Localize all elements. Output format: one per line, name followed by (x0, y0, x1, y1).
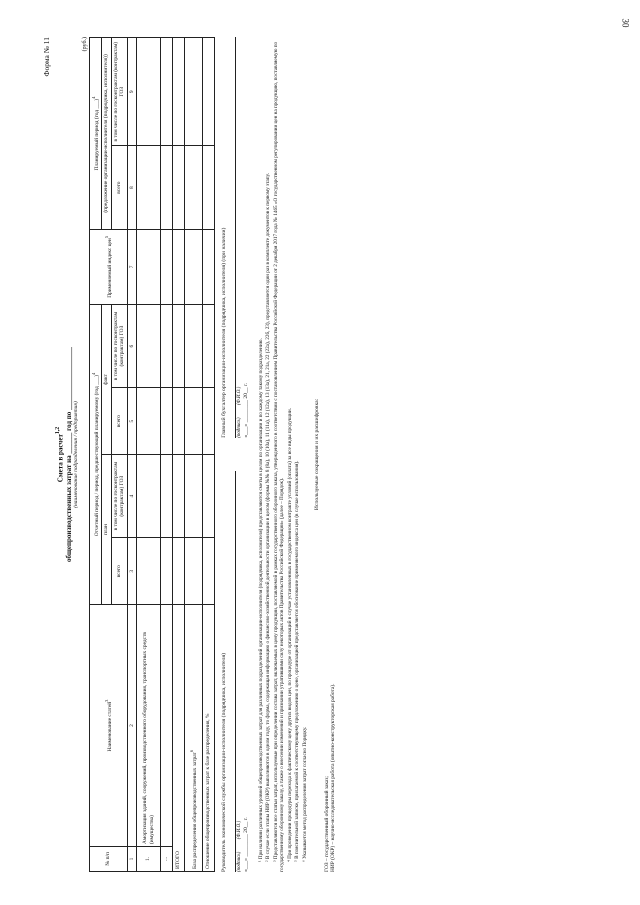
cell (203, 229, 215, 304)
sign-label: (подпись) (236, 851, 242, 872)
row2-num: ... (161, 846, 173, 871)
abbreviation-item: НИР (ОКР) – научно-исследовательская работа (опытно-конструкторская работа). (330, 683, 337, 872)
cell (185, 229, 203, 304)
rotated-document (42, 37, 610, 872)
footnote-6: ⁶ Указывается метод распределения затрат согласно Порядку. (301, 726, 308, 862)
header-fact-total: всего (111, 388, 127, 455)
sign-label: (подпись) (236, 417, 242, 438)
signature-line (228, 37, 236, 438)
sign-date-right: «___» ________ 20__ г. (242, 382, 249, 438)
left-role: Руководитель экономической службы организации-исполнителя (подрядчика, исполнителя) (221, 652, 228, 872)
cell (137, 38, 161, 146)
title-line1: Смета в расчет (56, 434, 65, 483)
cell (173, 538, 185, 605)
title-line3: (наименование подразделения / предприятия) (73, 401, 80, 508)
abbreviations-list (324, 37, 337, 872)
cell (185, 538, 203, 605)
signature-left (221, 471, 249, 872)
base-label-sup: 6 (188, 749, 194, 753)
cell (203, 146, 215, 229)
fio-label: (Ф.И.О.) (236, 386, 242, 405)
cell (203, 455, 215, 538)
colnum-3: 3 (127, 538, 136, 605)
cell (203, 538, 215, 605)
header-planned-incl: в том числе по госконтрактам (контрактам) ГОЗ (111, 38, 127, 146)
cell (203, 304, 215, 387)
header-planned-sub: (предложение организации-исполнителя (подрядчика, исполнителя)) (102, 38, 111, 230)
header-planned-total: всего (111, 146, 127, 229)
header-plan-incl: в том числе по госконтрактам (контрактам) ГОЗ (111, 455, 127, 538)
document-title: Смета в расчет$^{1,2}$ общепроизводственных затрат на ______ год по __________________ (наименование подразделения / предприятия) (55, 37, 80, 872)
title-line1-sup: 1,2 (55, 426, 61, 435)
sign-date-left: «___» ________ 20__ г. (242, 817, 249, 872)
cell (173, 388, 185, 455)
header-fact: факт (102, 304, 111, 454)
colnum-5: 5 (127, 388, 136, 455)
cell (185, 146, 203, 229)
cell (161, 455, 173, 538)
signatures (221, 37, 249, 872)
cell (161, 538, 173, 605)
cell (137, 455, 161, 538)
footnotes (258, 37, 309, 872)
table-row (161, 38, 173, 872)
total-label: ИТОГО (173, 605, 185, 872)
header-num: № п/п (89, 846, 127, 871)
signature-right (221, 37, 249, 438)
total-row (173, 38, 185, 872)
header-planned-text: Планируемый период (год ___) (93, 98, 100, 171)
cell (173, 304, 185, 387)
header-planned (89, 38, 101, 230)
colnum-1: 1 (127, 846, 136, 871)
header-planned-sup: 4 (90, 96, 96, 99)
right-role: Главный бухгалтер организации-исполнителя (подрядчика, исполнителя) (при наличии) (221, 227, 228, 438)
column-numbers-row (127, 38, 136, 872)
header-report-sup: 4 (90, 372, 96, 375)
cell (173, 146, 185, 229)
base-row (185, 38, 203, 872)
cell (185, 38, 203, 146)
row1-name: Амортизация зданий, сооружений, производственного оборудования, транспортных средств (имущества) (137, 605, 161, 847)
ratio-label: Отношение общепроизводственных затрат к базе распределения, % (203, 605, 215, 872)
base-label-text: База распределения общепроизводственных затрат (191, 752, 198, 869)
base-label (185, 605, 203, 872)
cell (137, 388, 161, 455)
signature-line (228, 471, 236, 872)
header-plan-total: всего (111, 538, 127, 605)
header-plan: план (102, 455, 111, 605)
cell (137, 146, 161, 229)
fio-label: (Ф.И.О.) (236, 820, 242, 840)
cell (173, 455, 185, 538)
abbreviation-item: ГОЗ – государственный оборонный заказ; (323, 776, 330, 872)
row1-num: 1. (137, 846, 161, 871)
header-report (89, 304, 101, 604)
cell (173, 229, 185, 304)
colnum-9: 9 (127, 38, 136, 146)
ratio-row (203, 38, 215, 872)
cell (185, 455, 203, 538)
cell (161, 229, 173, 304)
cell (173, 38, 185, 146)
cell (137, 538, 161, 605)
colnum-8: 8 (127, 146, 136, 229)
header-fact-incl: в том числе по госконтрактам (контрактам) ГОЗ (111, 304, 127, 387)
header-name-sup: 3 (103, 699, 109, 702)
cost-estimate-table (89, 37, 215, 872)
cell (161, 146, 173, 229)
footnote-5: ⁵ В пояснительной записке, прилагаемой к соответствующему предложению о цене, организацией представляется обоснование применяемого индекса цен (в случае использования). (294, 460, 301, 862)
unit-label: (руб.) (81, 37, 88, 52)
header-index-text: Применяемый индекс цен (106, 238, 113, 298)
colnum-6: 6 (127, 304, 136, 387)
cell (185, 388, 203, 455)
footnote-3: ³ Представляются все статьи затрат, используемые при определении состава затрат, включаемых в цену продукции, поставляемой в рамках государственного оборонного заказа, утвержденного в соответствии с постановлением Правительства Российской Федерации от 2 декабря 2017 года № 1465 «О государственном регулировании цен на продукцию, поставляемую по государственному оборонному заказу, а также о внесении изменений и признании утратившими силу некоторых актов Правительства Российской Федерации» (далее – Порядок). (272, 41, 286, 872)
cell (161, 304, 173, 387)
table-row (137, 38, 161, 872)
cell (185, 304, 203, 387)
header-report-text: Отчетный период / период, предшествующий планируемому (год ___) (93, 375, 100, 537)
cell (203, 38, 215, 146)
cell (161, 388, 173, 455)
cell (203, 388, 215, 455)
header-name-text: Наименование статей (106, 701, 113, 752)
footnote-2: ² В случае если этапы НИР (ОКР) выполняются в одном году, то форма, содержащая информацию о финансово-хозяйственной деятельности организации в целом (формы №№ 8 (8а), 10 (10а), 11 (11а), 12 (12а), 13 (13а), 21, 21а, 22 (22а), 22б, 23), представляется один раз в комплекте документов к первому этапу. (265, 173, 272, 862)
cell (137, 304, 161, 387)
colnum-7: 7 (127, 229, 136, 304)
title-line2b: год по (64, 411, 73, 431)
page-number: 30 (620, 18, 631, 28)
header-index (89, 229, 127, 304)
title-line2a: общепроизводственных затрат на (64, 455, 73, 563)
colnum-4: 4 (127, 455, 136, 538)
cell (161, 605, 173, 847)
cell (137, 229, 161, 304)
colnum-2: 2 (127, 605, 136, 847)
footnote-4: ⁴ При проведении процедуры перехода к фактическому цену других видов цен, по процедуре от организаций в случае установленных в государственном контракте условий (оплата) за все виды продукции. (286, 408, 293, 862)
footnote-1: ¹ При наличии различных уровней общепроизводственных затрат для различных подразделений организации-исполнителя (подрядчика, исполнителя) представляются сметы в целом по организации и по каждому такому подразделению. (257, 338, 264, 862)
header-name (89, 605, 127, 847)
cell (161, 38, 173, 146)
header-index-sup: 5 (103, 235, 109, 239)
abbreviations-title: Используемые сокращения и их расшифровка: (314, 398, 321, 511)
form-number: Форма № 11 (42, 37, 51, 77)
